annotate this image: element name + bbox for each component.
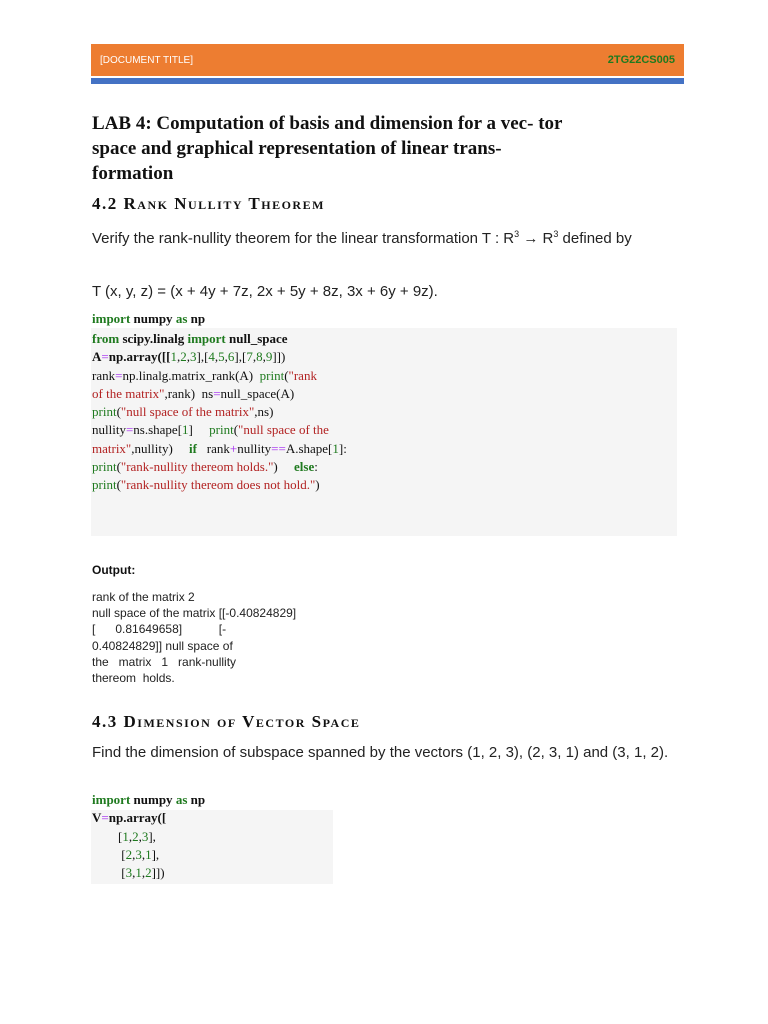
module-name: numpy bbox=[133, 311, 173, 326]
code-line: V=np.array([ bbox=[92, 810, 167, 826]
section-heading-rank-nullity: 4.2 Rank Nullity Theorem bbox=[92, 194, 325, 213]
output-line: rank of the matrix 2 bbox=[92, 590, 195, 604]
keyword: else bbox=[294, 459, 315, 475]
number: 8 bbox=[256, 349, 263, 365]
code-line-import-numpy bbox=[92, 310, 205, 328]
keyword: as bbox=[175, 311, 188, 326]
call: ns.shape[ bbox=[133, 422, 183, 438]
number: 3 bbox=[189, 349, 197, 365]
module-name: scipy.linalg bbox=[122, 331, 185, 346]
number: 1 bbox=[135, 865, 142, 881]
variable: V bbox=[92, 810, 102, 826]
keyword: from bbox=[92, 331, 120, 346]
superscript: 3 bbox=[553, 229, 559, 239]
argument: ,rank) bbox=[164, 385, 196, 401]
code-line: [2,3,1], bbox=[92, 846, 160, 862]
arrow-text: → R bbox=[519, 230, 554, 247]
number: 5 bbox=[218, 349, 225, 365]
section-43-problem-statement: Find the dimension of subspace spanned by the vectors (1, 2, 3), (2, 3, 1) and (3, 1, 2). bbox=[92, 744, 669, 761]
variable: rank bbox=[206, 440, 230, 456]
number: 7 bbox=[246, 349, 253, 365]
string: "null space of the bbox=[238, 422, 329, 438]
string: "rank bbox=[288, 367, 317, 383]
code-line: matrix",nullity) if rank+nullity==A.shape[1]: bbox=[92, 440, 347, 456]
code-line: print("rank-nullity thereom holds.") else: bbox=[92, 459, 318, 475]
keyword: as bbox=[175, 792, 188, 807]
document-header-bar bbox=[91, 44, 684, 76]
keyword: print bbox=[92, 477, 117, 493]
function-name: null_space bbox=[229, 331, 288, 346]
output-line: the matrix 1 rank-nullity bbox=[92, 654, 237, 669]
code-line: of the matrix",rank) ns=null_space(A) bbox=[92, 385, 295, 401]
variable: A bbox=[92, 349, 102, 365]
number: 1 bbox=[145, 846, 152, 862]
module-name: numpy bbox=[133, 792, 173, 807]
number: 1 bbox=[182, 422, 189, 438]
call: np.array([ bbox=[108, 810, 167, 826]
code-line: rank=np.linalg.matrix_rank(A) print("rank bbox=[92, 367, 317, 383]
lab-title-line-2: space and graphical representation of linear trans- bbox=[92, 138, 502, 159]
variable: nullity bbox=[237, 440, 272, 456]
code-line: print("null space of the matrix",ns) bbox=[92, 404, 274, 420]
output-line: thereom holds. bbox=[92, 671, 175, 686]
transformation-definition: T (x, y, z) = (x + 4y + 7z, 2x + 5y + 8z, 3x + 6y + 9z). bbox=[92, 283, 438, 300]
call: A.shape[ bbox=[285, 440, 333, 456]
number: 1 bbox=[122, 828, 129, 844]
keyword: import bbox=[92, 792, 131, 807]
keyword: print bbox=[92, 459, 117, 475]
call: np.array([[ bbox=[108, 349, 171, 365]
string: "rank-nullity thereom holds." bbox=[120, 459, 274, 475]
string: "null space of the matrix" bbox=[120, 404, 255, 420]
number: 2 bbox=[180, 349, 187, 365]
number: 4 bbox=[208, 349, 215, 365]
string: of the matrix" bbox=[92, 385, 165, 401]
lab-title-line-1: LAB 4: Computation of basis and dimension for a vec- tor bbox=[92, 113, 563, 134]
string: matrix" bbox=[92, 440, 132, 456]
number: 9 bbox=[265, 349, 273, 365]
program-output bbox=[92, 589, 297, 686]
alias: np bbox=[190, 792, 206, 807]
output-line: [ 0.81649658] [- bbox=[92, 622, 227, 637]
variable: rank bbox=[92, 367, 116, 383]
number: 3 bbox=[141, 828, 149, 844]
lab-title-line-3: formation bbox=[92, 163, 174, 184]
argument: ,ns) bbox=[254, 404, 274, 420]
call: null_space(A) bbox=[220, 385, 295, 401]
output-line: 0.40824829]] null space of bbox=[92, 638, 233, 653]
code-line bbox=[92, 791, 205, 809]
keyword: print bbox=[92, 404, 117, 420]
alias: np bbox=[190, 311, 206, 326]
problem-prefix: Verify the rank-nullity theorem for the linear transformation T : R bbox=[92, 230, 515, 247]
code-line: [3,1,2]]) bbox=[92, 865, 165, 881]
keyword: import bbox=[92, 311, 131, 326]
call: np.linalg.matrix_rank(A) bbox=[122, 367, 254, 383]
number: 1 bbox=[332, 440, 339, 456]
header-divider bbox=[91, 78, 684, 84]
section-42-problem-statement bbox=[92, 224, 688, 249]
string: "rank-nullity thereom does not hold." bbox=[120, 477, 316, 493]
number: 1 bbox=[170, 349, 177, 365]
code-line: A=np.array([[1,2,3],[4,5,6],[7,8,9]]) bbox=[92, 349, 286, 365]
number: 6 bbox=[227, 349, 235, 365]
keyword: if bbox=[189, 440, 197, 456]
superscript: 3 bbox=[514, 229, 520, 239]
document-title-placeholder: [DOCUMENT TITLE] bbox=[100, 54, 193, 66]
student-code: 2TG22CS005 bbox=[607, 54, 675, 66]
number: 2 bbox=[125, 846, 133, 862]
code-line: nullity=ns.shape[1] print("null space of the bbox=[92, 422, 329, 438]
number: 3 bbox=[125, 865, 133, 881]
number: 3 bbox=[135, 846, 142, 862]
argument: ,nullity) bbox=[131, 440, 173, 456]
output-line: null space of the matrix [[-0.40824829] bbox=[92, 606, 297, 621]
section-heading-dimension: 4.3 Dimension of Vector Space bbox=[92, 712, 361, 731]
output-label: Output: bbox=[92, 563, 136, 577]
keyword: import bbox=[187, 331, 226, 346]
number: 2 bbox=[145, 865, 152, 881]
keyword: print bbox=[259, 367, 285, 383]
code-line: [1,2,3], bbox=[92, 828, 156, 844]
lab-title bbox=[92, 111, 658, 186]
code-line bbox=[92, 330, 347, 348]
code-line: print("rank-nullity thereom does not hold.") bbox=[92, 477, 320, 493]
code-block-dimension bbox=[92, 791, 205, 882]
variable: ns bbox=[201, 385, 214, 401]
variable: nullity bbox=[92, 422, 126, 438]
code-block-rank-nullity bbox=[92, 330, 347, 495]
problem-suffix: defined by bbox=[558, 230, 632, 247]
keyword: print bbox=[209, 422, 234, 438]
number: 2 bbox=[132, 828, 139, 844]
